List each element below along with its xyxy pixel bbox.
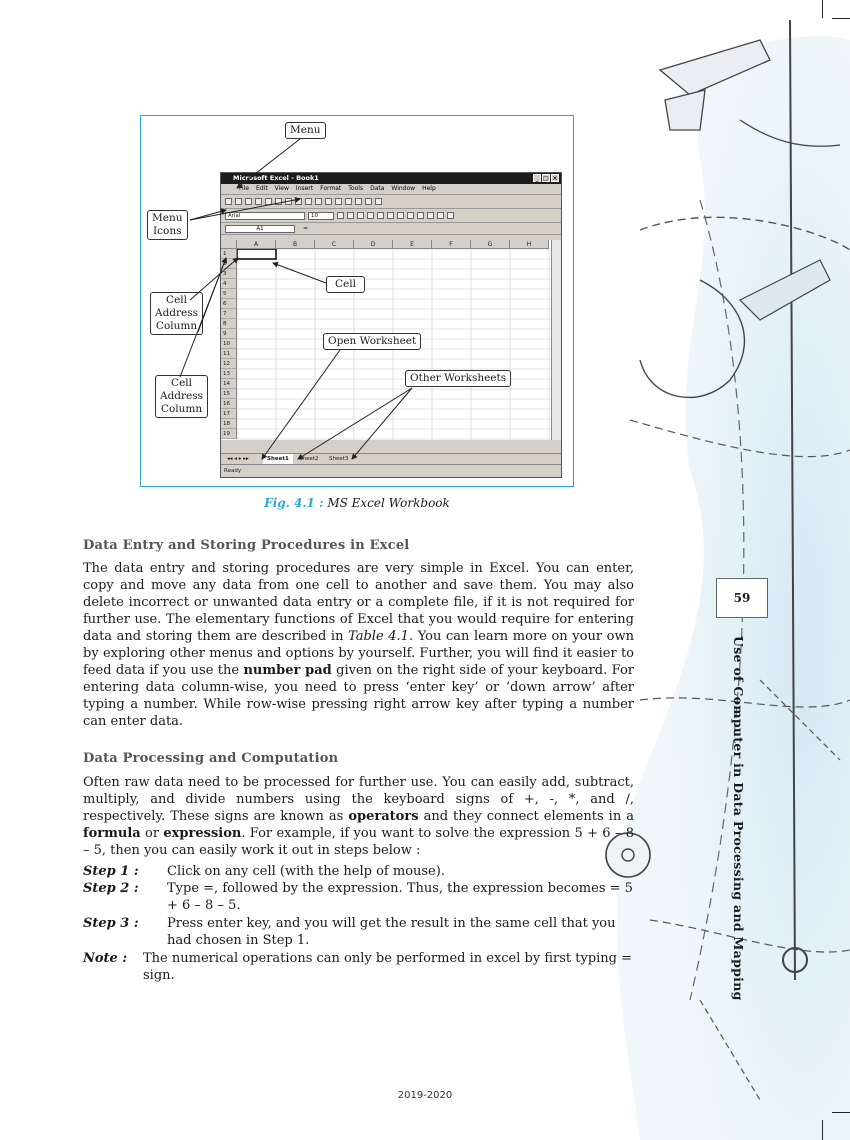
align-center-icon [377, 212, 384, 219]
font-select: Arial [225, 212, 305, 220]
paste-icon [305, 198, 312, 205]
row-header: 9 [221, 329, 237, 339]
row-header: 4 [221, 279, 237, 289]
underline-icon [357, 212, 364, 219]
row-header: 6 [221, 299, 237, 309]
row-header: 13 [221, 369, 237, 379]
menu-edit: Edit [256, 185, 268, 192]
chapter-side-title: Use of Computer in Data Processing and Mapping [731, 636, 746, 1001]
currency-icon [407, 212, 414, 219]
font-size-select: 10 [308, 212, 334, 220]
column-header: E [393, 240, 432, 249]
bold-term: operators [348, 809, 419, 824]
callout-other-worksheets-label: Other Worksheets [410, 372, 507, 384]
column-header: D [354, 240, 393, 249]
menu-window: Window [391, 185, 416, 192]
excel-title-bar [221, 173, 561, 184]
tab-nav-arrows-icon: ◂◂ ◂ ▸ ▸▸ [227, 456, 249, 462]
excel-title: Microsoft Excel - Book1 [233, 174, 319, 182]
fill-color-icon [437, 212, 444, 219]
redo-icon [325, 198, 332, 205]
step-text: Click on any cell (with the help of mouse). [167, 864, 445, 879]
column-header: F [432, 240, 471, 249]
menu-data: Data [370, 185, 385, 192]
text-run: . You can learn more on your own by exploring other menus and options by yourself. Further, you will find it easier to feed data if you use the [83, 629, 634, 678]
tab-sheet3: Sheet3 [329, 456, 349, 462]
menu-help: Help [422, 185, 436, 192]
text-run: Often raw data need to be processed for further use. You can easily add, subtract, multiply, and divide numbers using the keyboard signs of +, -, *, and /, respectively. These signs are known as [83, 775, 634, 824]
menu-view: View [274, 185, 289, 192]
help-icon [375, 198, 382, 205]
callout-menu [285, 122, 326, 139]
note-text: The numerical operations can only be performed in excel by first typing = sign. [143, 951, 633, 983]
merge-icon [397, 212, 404, 219]
row-header: 16 [221, 399, 237, 409]
callout-cell-address-1 [150, 292, 203, 335]
font-color-icon [447, 212, 454, 219]
maximize-icon: □ [543, 175, 549, 182]
row-header: 3 [221, 269, 237, 279]
callout-line: Address [160, 390, 204, 402]
menu-format: Format [320, 185, 342, 192]
menu-tools: Tools [348, 185, 364, 192]
callout-line: Column [155, 320, 198, 332]
column-header: H [510, 240, 549, 249]
bold-term: formula [83, 826, 141, 841]
text-run: and they connect elements in a [418, 809, 634, 824]
callout-open-worksheet-label: Open Worksheet [328, 335, 417, 347]
callout-cell-label: Cell [335, 278, 356, 290]
note-label: Note : [83, 951, 128, 966]
sort-icon [355, 198, 362, 205]
callout-open-worksheet [323, 333, 421, 350]
preview-icon [265, 198, 272, 205]
row-header: 2 [221, 259, 237, 269]
italic-icon [347, 212, 354, 219]
tab-sheet1: Sheet1 [263, 454, 293, 464]
callout-line: Cell [171, 377, 192, 389]
new-icon [225, 198, 232, 205]
text-run: given on the right side of your keyboard. For entering data column-wise, you need to press ‘enter key’ or ‘down arrow’ after typing a number. While row-wise pressing right arrow key after typing a number can enter data. [83, 663, 635, 729]
save-icon [245, 198, 252, 205]
function-icon [345, 198, 352, 205]
row-header: 1 [221, 249, 237, 259]
sheet-tabs [221, 453, 561, 464]
paragraph-data-processing [83, 774, 634, 859]
column-header: B [276, 240, 315, 249]
callout-line: Column [160, 403, 203, 415]
formatting-toolbar [221, 209, 561, 223]
bold-icon [337, 212, 344, 219]
callout-cell [326, 276, 365, 293]
row-header: 17 [221, 409, 237, 419]
excel-window [220, 172, 562, 478]
figure-number: Fig. 4.1 : [264, 496, 324, 510]
print-icon [255, 198, 262, 205]
formula-bar [221, 223, 561, 235]
callout-menu-icons [147, 210, 188, 240]
crop-mark [822, 0, 823, 18]
align-left-icon [367, 212, 374, 219]
tab-sheet2: Sheet2 [299, 456, 319, 462]
row-header: 10 [221, 339, 237, 349]
excel-menu-bar [221, 184, 561, 195]
name-box: A1 [225, 225, 295, 233]
section-heading-data-processing: Data Processing and Computation [83, 751, 339, 766]
align-right-icon [387, 212, 394, 219]
callout-other-worksheets [405, 370, 511, 387]
border-icon [427, 212, 434, 219]
row-header: 8 [221, 319, 237, 329]
row-header: 19 [221, 429, 237, 439]
formula-sign: = [303, 225, 309, 232]
footer-year: 2019-2020 [397, 1090, 453, 1101]
bold-term: expression [163, 826, 242, 841]
step-text: Type =, followed by the expression. Thus, the expression becomes = 5 + 6 – 8 – 5. [167, 881, 633, 913]
text-run: . For example, if you want to solve the expression 5 + 6 – 8 – 5, then you can easily work it out in steps below : [83, 826, 634, 858]
figure-caption-text: MS Excel Workbook [327, 496, 450, 510]
cut-icon [285, 198, 292, 205]
percent-icon [417, 212, 424, 219]
callout-line: Cell [166, 294, 187, 306]
callout-menu-icons-line2: Icons [152, 225, 182, 237]
step-label: Step 3 : [83, 916, 139, 931]
row-header: 18 [221, 419, 237, 429]
figure-caption [140, 496, 574, 510]
minimize-icon: _ [533, 174, 541, 182]
spell-icon [275, 198, 282, 205]
menu-insert: Insert [295, 185, 314, 192]
bold-term: number pad [243, 663, 332, 678]
crop-mark [832, 1112, 850, 1113]
step-label: Step 2 : [83, 881, 139, 896]
window-controls [533, 174, 559, 182]
standard-toolbar [221, 195, 561, 209]
copy-icon [295, 198, 302, 205]
page-number: 59 [716, 578, 768, 618]
text-run: The data entry and storing procedures are very simple in Excel. You can enter, copy and move any data from one cell to another and save them. You may also delete incorrect or unwanted data entry or a complete file, if it is not required for further use. The elementary functions of Excel that you would require for entering data and storing them are described in [83, 561, 634, 644]
step-label: Step 1 : [83, 864, 139, 879]
row-header: 15 [221, 389, 237, 399]
grid-corner [221, 240, 237, 249]
row-header: 11 [221, 349, 237, 359]
callout-menu-label: Menu [290, 124, 321, 136]
column-header: A [237, 240, 276, 249]
row-header: 7 [221, 309, 237, 319]
crop-mark [832, 18, 850, 19]
section-heading-data-entry: Data Entry and Storing Procedures in Excel [83, 538, 410, 553]
callout-cell-address-2 [155, 375, 208, 418]
sum-icon [335, 198, 342, 205]
step-text: Press enter key, and you will get the result in the same cell that you had chosen in Step 1. [167, 916, 616, 948]
status-bar: Ready [221, 464, 561, 476]
chart-icon [365, 198, 372, 205]
table-reference: Table 4.1 [348, 629, 409, 644]
paragraph-data-entry [83, 560, 634, 730]
row-header: 14 [221, 379, 237, 389]
column-header: G [471, 240, 510, 249]
close-icon: × [552, 175, 558, 182]
column-header: C [315, 240, 354, 249]
undo-icon [315, 198, 322, 205]
text-run: or [140, 826, 164, 841]
menu-file: File [239, 185, 250, 192]
crop-mark [822, 1120, 823, 1140]
row-header: 12 [221, 359, 237, 369]
row-header: 5 [221, 289, 237, 299]
callout-menu-icons-line1: Menu [152, 212, 183, 224]
callout-line: Address [155, 307, 199, 319]
open-icon [235, 198, 242, 205]
vertical-scrollbar [551, 240, 561, 440]
